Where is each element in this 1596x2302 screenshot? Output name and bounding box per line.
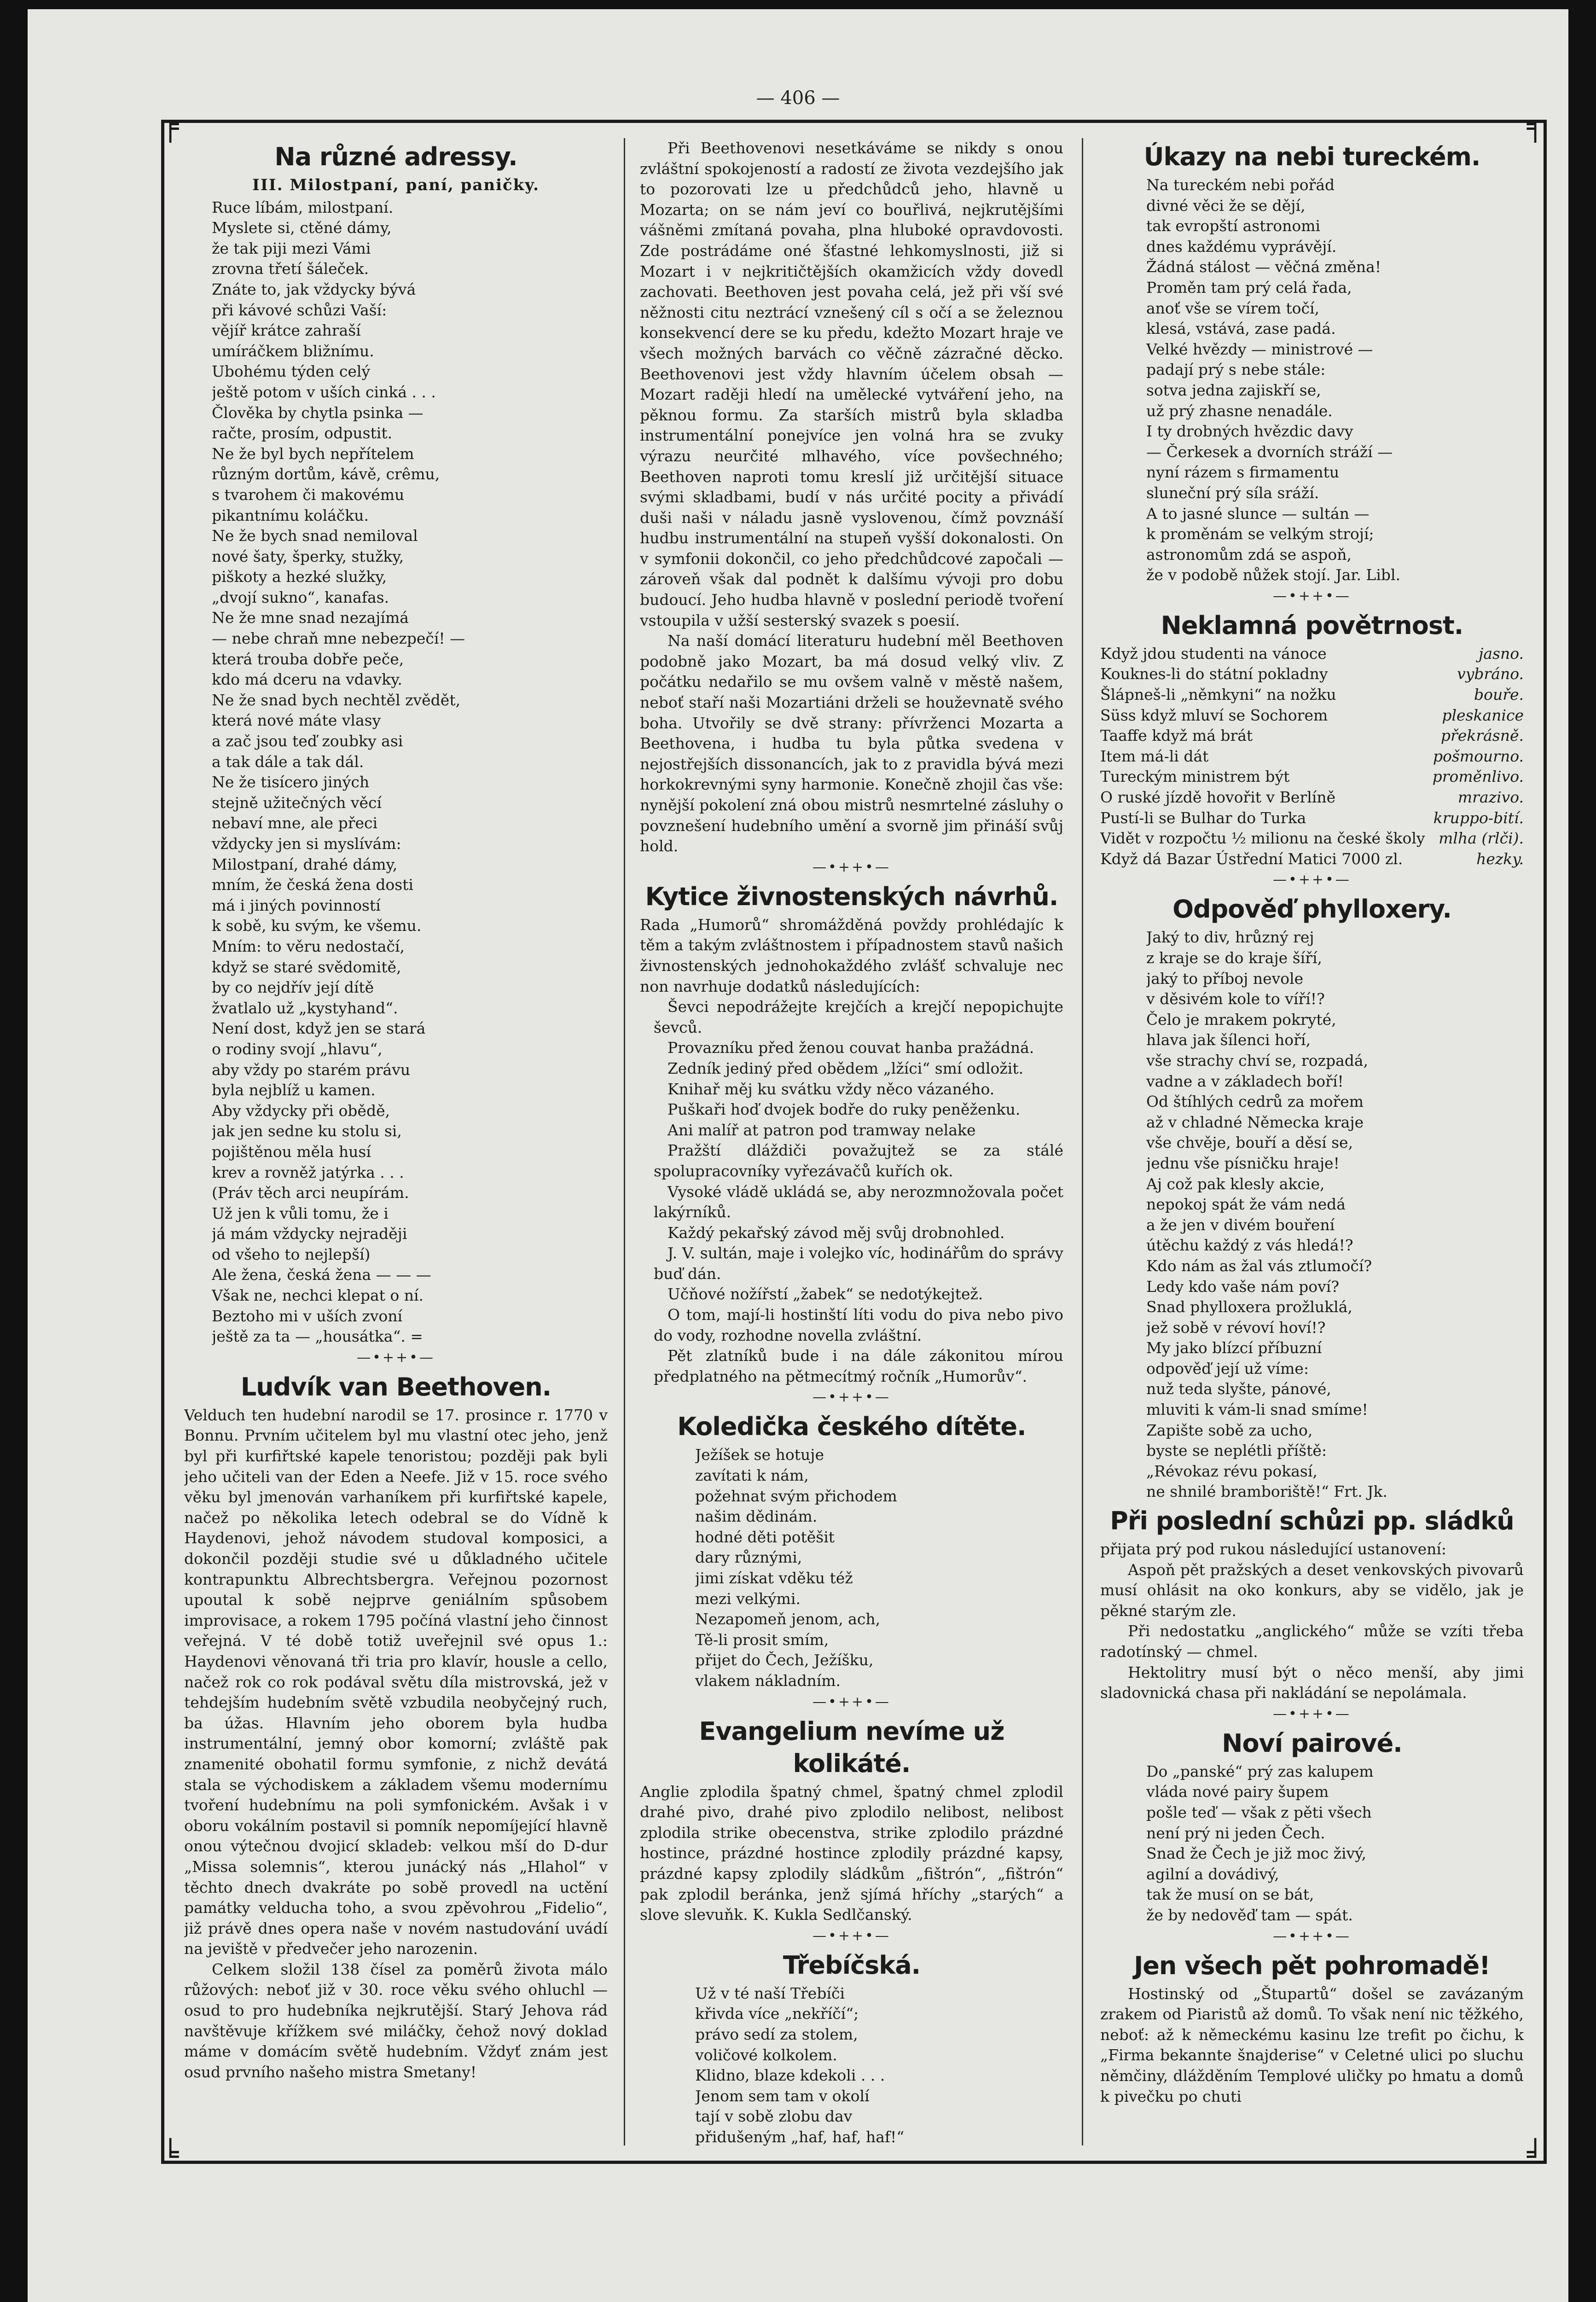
proposal-item: Každý pekařský závod měj svůj drobnohled.	[667, 1223, 1005, 1242]
weather-row	[1100, 685, 1524, 705]
text-line: vějíř krátce zahraší	[212, 321, 361, 340]
weather-forecast: bouře.	[1474, 686, 1524, 704]
text-line: Velké hvězdy — ministrové —	[1146, 340, 1373, 358]
weather-forecast: překrásně.	[1440, 727, 1524, 745]
text-line: Jenom sem tam v okolí	[695, 2087, 870, 2105]
corner-ornament-bottom-right: ╛	[1526, 2139, 1544, 2171]
text-line: Myslete si, ctěné dámy,	[212, 219, 392, 237]
article-title: Kytice živnostenských návrhů.	[645, 882, 1058, 911]
weather-condition: Süss když mluví se Sochorem	[1100, 706, 1328, 724]
article-paragraph: Hektolitry musí být o něco menší, aby jimi sladovnická chasa při nakládání se nepolámala.	[1100, 1663, 1524, 1702]
text-line: a tak dále a tak dál.	[212, 752, 364, 771]
text-line: křivda více „nekříčí“;	[695, 2005, 859, 2023]
text-line: aby vždy po starém právu	[212, 1060, 411, 1079]
text-line: Ne že mne snad nezajímá	[212, 609, 409, 627]
text-line: různým dortům, kávě, crêmu,	[212, 465, 440, 483]
article-title: Na různé adressy.	[274, 142, 517, 171]
text-line: vláda nové pairy šupem	[1146, 1783, 1329, 1801]
text-line: že v podobě nůžek stojí. Jar. Libl.	[1146, 566, 1401, 584]
proposal-item: Vysoké vládě ukládá se, aby nerozmnožovala počet lakýrníků.	[654, 1182, 1063, 1221]
article-paragraph: Anglie zplodila špatný chmel, špatný chmel zplodil drahé pivo, drahé pivo zplodilo nelibost, nelibost zplodila strike obecenstva, strike zplodilo prázdné hostince, prázdné hostince zplodily prázdné kapsy, prázdné kapsy zplodily sládkům „fištrón“, „fištrón“ pak zplodil beránka, jenž sjímá hříchy „starých“ a slove slevuňk. K. Kukla Sedlčanský.	[640, 1782, 1063, 1924]
weather-condition: Taaffe když má brát	[1100, 727, 1253, 745]
text-line: že by nedověď tam — spát.	[1146, 1906, 1353, 1924]
text-line: Ne že bych snad nemiloval	[212, 527, 418, 545]
text-line: Jaký to div, hrůzný rej	[1146, 928, 1314, 947]
text-line: mezi velkými.	[695, 1589, 801, 1608]
text-line: pojištěnou měla husí	[212, 1142, 371, 1161]
weather-forecast: vybráno.	[1457, 665, 1524, 683]
text-line: nyní rázem s firmamentu	[1146, 463, 1340, 482]
text-line: vlakem nákladním.	[695, 1671, 841, 1690]
text-line: umíráčkem bližnímu.	[212, 342, 374, 360]
text-line: jež sobě v révoví hoví!?	[1146, 1318, 1326, 1337]
article-title: Třebíčská.	[783, 1950, 921, 1980]
text-line: pošle teď — však z pěti všech	[1146, 1803, 1372, 1821]
corner-ornament-bottom-left: ╘	[162, 2139, 179, 2171]
proposal-item: Provazníku před ženou couvat hanba pražádná.	[667, 1039, 1034, 1057]
proposal-item: Pražští dláždiči považujtež se za stálé spolupracovníky vyřezávačů kuřích ok.	[654, 1141, 1063, 1180]
corner-ornament-top-left: ╒	[162, 110, 179, 143]
text-line: Proměn tam prý celá řada,	[1146, 278, 1352, 296]
column-2	[640, 138, 1063, 2150]
article-title: Úkazy na nebi tureckém.	[1143, 142, 1480, 171]
text-line: mluviti k vám-li snad smíme!	[1146, 1401, 1368, 1419]
text-line: našim dědinám.	[695, 1507, 818, 1526]
text-line: Znáte to, jak vždycky bývá	[212, 280, 416, 298]
text-line: nové šaty, šperky, stužky,	[212, 547, 404, 565]
separator-ornament: —•++•—	[1273, 872, 1351, 888]
text-line: I ty drobných hvězdic davy	[1146, 422, 1353, 441]
text-line: kdo má dceru na vdavky.	[212, 670, 402, 689]
text-line: má i jiných povinností	[212, 896, 381, 914]
text-line: která nové máte vlasy	[212, 711, 381, 730]
article-title: Odpověď phylloxery.	[1172, 895, 1451, 924]
text-line: a že jen v divém bouření	[1146, 1215, 1335, 1234]
text-line: divné věci že se dějí,	[1146, 196, 1306, 215]
proposal-item: Ševci nepodrážejte krejčích a krejčí nepopichujte ševců.	[654, 998, 1063, 1036]
article-title: Noví pairové.	[1222, 1728, 1402, 1758]
article-title: Koledička českého dítěte.	[677, 1412, 1026, 1442]
text-line: mním, že česká žena dosti	[212, 876, 413, 894]
text-line: klesá, vstává, zase padá.	[1146, 320, 1336, 338]
text-line: hlava jak šílenci hoří,	[1146, 1031, 1311, 1049]
text-line: útěchu každý z vás hledá!?	[1146, 1236, 1353, 1255]
text-line: přijet do Čech, Ježíšku,	[695, 1651, 874, 1669]
text-line: nebaví mne, ale přeci	[212, 814, 378, 832]
poem-body	[640, 1983, 1063, 2148]
text-line: vše chvěje, bouří a děsí se,	[1146, 1134, 1353, 1152]
poem-body	[1100, 175, 1524, 586]
text-line: nuž teda slyšte, pánové,	[1146, 1380, 1331, 1398]
separator-ornament: —•++•—	[1273, 1705, 1351, 1722]
text-line: žvatlalo už „kystyhand“.	[212, 999, 398, 1017]
weather-condition: O ruské jízdě hovořit v Berlíně	[1100, 788, 1336, 807]
text-line: „Révokaz révu pokasí,	[1146, 1462, 1317, 1480]
article-paragraph: Aspoň pět pražských a deset venkovských pivovarů musí ohlásit na oko konkurs, aby se vidělo, jak je pěkné starým zle.	[1100, 1560, 1524, 1620]
text-line: Není dost, když jen se stará	[212, 1019, 426, 1038]
text-line: právo sedí za stolem,	[695, 2025, 858, 2043]
weather-condition: Kouknes-li do státní pokladny	[1100, 665, 1328, 683]
weather-forecast: pleskanice	[1442, 706, 1524, 724]
text-line: a zač jsou teď zoubky asi	[212, 732, 403, 750]
text-line: v děsivém kole to víří!?	[1146, 990, 1325, 1008]
text-line: já mám vždycky nejraději	[212, 1225, 407, 1243]
text-line: tak že musí on se bát,	[1146, 1885, 1314, 1904]
text-line: k proměnám se velkým strojí;	[1146, 525, 1374, 543]
text-line: Nezapomeň jenom, ach,	[695, 1610, 881, 1628]
separator-ornament: —•++•—	[357, 1349, 435, 1366]
weather-forecast: mrazivo.	[1457, 788, 1524, 807]
text-line: jak jen sedne ku stolu si,	[212, 1122, 402, 1140]
text-line: když se staré svědomitě,	[212, 958, 401, 976]
poem-body	[184, 198, 608, 1347]
text-line: padají prý s nebe stále:	[1146, 360, 1326, 379]
article-paragraph: Při nedostatku „anglického“ může se vzíti třeba radotínský — chmel.	[1100, 1622, 1524, 1661]
weather-forecast: proměnlivo.	[1432, 767, 1524, 786]
separator-ornament: —•++•—	[1273, 1928, 1351, 1944]
text-line: krev a rovněž jatýrka . . .	[212, 1163, 404, 1181]
text-line: „dvojí sukno“, kanafas.	[212, 588, 389, 606]
proposal-item: Pět zlatníků bude i na dále zákonitou mírou předplatného na pětmecítmý ročník „Humorův“.	[654, 1347, 1063, 1385]
text-line: od všeho to nejlepší)	[212, 1245, 371, 1263]
weather-row	[1100, 808, 1524, 829]
text-line: Zapište sobě za ucho,	[1146, 1421, 1313, 1439]
text-line: dary různými,	[695, 1548, 802, 1567]
article-paragraph: Při Beethovenovi nesetkáváme se nikdy s onou zvláštní spokojeností a radostí ze života vezdejšího jak to pozorovati lze u předchůdců jeho, hlavně u Mozarta; on se nám jeví co bouřlivá, nejkrutějšími vášněmi zmítaná povaha, plna hluboké opravdovosti. Zde postrádáme oné šťastné lehkomyslnosti, již si Mozart i v nejkritičtějších okamžicích vždy dovedl zachovati. Beethoven jest povaha celá, jež při vší své něžnosti citu neztrácí vznešený cíl s očí a se železnou konsekvencí dere se ku předu, kdežto Mozart hraje ve všech možných barvách co věčně zázračné děcko. Beethovenovi jest vždy hlavním účelem obsah — Mozart raději hledí na umělecké vytváření jeho, na pěknou formu. Za starších mistrů byla skladba instrumentální ponejvíce jen volná hra se zvuky výrazu neurčité mlhavého, více povšechného; Beethoven naproti tomu kreslí již určitější situace svými skladbami, budí v nás určité pocity a přivádí duši naši v náladu jasně vyslovenou, čímž povznáší hudbu instrumentální na stupeň vyšší dokonalosti. On v symfonii dokončil, co jeho předchůdcové započali — zároveň však dal podnět k dalšímu vývoji pro dobu budoucí. Jeho hudba hlavně v poslední periodě tvoření vstoupila v užší sesterský svazek s poesií.	[640, 139, 1063, 629]
poem-body	[1100, 927, 1524, 1502]
text-line: Milostpaní, drahé dámy,	[212, 855, 398, 873]
text-line: Beztoho mi v uších zvoní	[212, 1307, 403, 1325]
text-line: Ne že tisícero jiných	[212, 773, 370, 791]
proposal-item: Zedník jediný před obědem „lžíci“ smí odložit.	[667, 1059, 1024, 1077]
article-title: Evangelium nevíme už kolikáté.	[699, 1716, 1004, 1778]
text-line: nepokoj spát že vám nedá	[1146, 1195, 1346, 1214]
text-line: — Čerkesek a dvorních stráží —	[1146, 442, 1393, 461]
text-line: Kdo nám as žal vás ztlumočí?	[1146, 1256, 1372, 1275]
text-line: piškoty a hezké služky,	[212, 568, 387, 586]
text-line: hodné děti potěšit	[695, 1528, 835, 1546]
article-paragraph: Celkem složil 138 čísel za poměrů života málo růžových: neboť již v 30. roce věku svého ohluchl — osud to pro hudebníka nejkrutější. Starý Jehova rád navštěvuje křížkem své miláčky, čehož nový doklad máme v domácím světě hudebním. Vždyť znám jest osud prvního našeho mistra Smetany!	[184, 1960, 608, 2081]
text-line: by co nejdřív její dítě	[212, 978, 374, 997]
text-line: Ne že byl bych nepřítelem	[212, 444, 414, 463]
article-title: Neklamná povětrnost.	[1161, 610, 1463, 640]
text-line: jimi získat vděku též	[695, 1569, 853, 1587]
separator-ornament: —•++•—	[813, 1927, 891, 1944]
text-line: Klidno, blaze kdekoli . . .	[695, 2066, 885, 2085]
text-line: už prý zhasne nenadále.	[1146, 401, 1333, 420]
separator-ornament: —•++•—	[813, 1389, 891, 1406]
text-line: k sobě, ku svým, ke všemu.	[212, 917, 422, 935]
text-line: až v chladné Německa kraje	[1146, 1113, 1364, 1131]
proposal-item: Ani malíř at patron pod tramway nelake	[667, 1121, 976, 1139]
text-line: Už jen k vůli tomu, že i	[212, 1204, 389, 1222]
article-paragraph: Hostinský od „Štupartů“ došel se zavázaným zrakem od Piaristů až domů. To však není nic těžkého, neboť: až k německému kasinu lze trefit po čichu, k „Firma bekannte šnajderise“ v Celetné ulici po sluchu němčiny, dlážděním Templové uličky po hmatu a domů k pivečku po chuti	[1100, 1984, 1524, 2105]
weather-forecast: jasno.	[1479, 644, 1524, 663]
text-line: při kávové schůzi Vaší:	[212, 301, 387, 319]
text-line: Ježíšek se hotuje	[695, 1446, 824, 1464]
text-line: byste se neplétli příště:	[1146, 1442, 1327, 1460]
text-line: (Práv těch arci neupírám.	[212, 1184, 409, 1202]
weather-row	[1100, 767, 1524, 787]
text-line: odpověď její už víme:	[1146, 1359, 1309, 1378]
text-line: My jako blízcí příbuzní	[1146, 1339, 1322, 1357]
text-line: která trouba dobře peče,	[212, 650, 404, 668]
text-line: Na tureckém nebi pořád	[1146, 176, 1335, 194]
text-line: z kraje se do kraje šíří,	[1146, 949, 1323, 967]
poem-body	[1100, 1761, 1524, 1926]
text-line: Ale žena, česká žena — — —	[212, 1266, 431, 1284]
text-line: Od štíhlých cedrů za mořem	[1146, 1093, 1364, 1111]
text-line: Tě-li prosit smím,	[695, 1630, 829, 1649]
text-line: Žádná stálost — věčná změna!	[1146, 258, 1381, 276]
article-subtitle: III. Milostpaní, paní, paničky.	[252, 176, 540, 194]
column-rule-2	[1082, 138, 1083, 2145]
text-line: Však ne, nechci klepat o ní.	[212, 1286, 424, 1305]
weather-row	[1100, 726, 1524, 746]
text-line: tak evropští astronomi	[1146, 217, 1321, 235]
text-line: vždycky jen si myslívám:	[212, 835, 401, 853]
text-line: sluneční prý síla sráží.	[1146, 483, 1319, 502]
text-line: Mním: to věru nedostačí,	[212, 937, 405, 955]
text-line: zrovna třetí šáleček.	[212, 260, 369, 278]
weather-row	[1100, 746, 1524, 767]
text-line: byla nejblíž u kamen.	[212, 1081, 376, 1099]
text-line: Aj což pak klesly akcie,	[1146, 1174, 1325, 1193]
separator-ornament: —•++•—	[1273, 587, 1351, 604]
poem-body	[640, 1445, 1063, 1691]
proposal-item: O tom, mají-li hostinští líti vodu do piva nebo pivo do vody, rozhodne novella zvláštní.	[654, 1306, 1063, 1344]
text-line: voličové kolkolem.	[695, 2046, 837, 2064]
text-line: že tak piji mezi Vámi	[212, 239, 371, 257]
proposal-list	[640, 997, 1063, 1387]
separator-ornament: —•++•—	[813, 1693, 891, 1710]
column-1	[184, 138, 608, 2150]
proposal-item: J. V. sultán, maje i volejko víc, hodinářům do správy buď dán.	[654, 1244, 1063, 1283]
weather-condition: Vidět v rozpočtu ½ milionu na české školy	[1100, 829, 1425, 848]
text-line: ne shnilé bramboriště!“ Frt. Jk.	[1146, 1482, 1388, 1501]
separator-ornament: —•++•—	[813, 859, 891, 875]
text-line: dnes každému vyprávějí.	[1146, 237, 1337, 256]
weather-row	[1100, 705, 1524, 726]
article-paragraph: Rada „Humorů“ shromážděná povždy prohlédajíc k těm a takým zvláštnostem i případnostem stavů našich živnostenských jednohokaždého zvlášť schvaluje nec non navrhuje dodatků následujících:	[640, 915, 1063, 995]
article-title: Jen všech pět pohromadě!	[1134, 1951, 1490, 1980]
weather-forecast: pošmourno.	[1433, 747, 1524, 765]
text-line: račte, prosím, odpustit.	[212, 424, 393, 442]
text-line: pikantnímu koláčku.	[212, 506, 369, 524]
weather-condition: Když jdou studenti na vánoce	[1100, 644, 1327, 663]
weather-condition: Když dá Bazar Ústřední Matici 7000 zl.	[1100, 849, 1403, 868]
text-line: ještě potom v uších cinká . . .	[212, 383, 436, 401]
weather-row	[1100, 787, 1524, 808]
weather-forecast: kruppo-bití.	[1433, 808, 1524, 827]
text-line: agilní a dovádivý,	[1146, 1865, 1279, 1883]
text-line: zavítati k nám,	[695, 1466, 809, 1485]
weather-table	[1100, 644, 1524, 870]
article-paragraph: přijata prý pod rukou následující ustanovení:	[1100, 1540, 1447, 1558]
article-paragraph: Na naší domácí literaturu hudební měl Beethoven podobně jako Mozart, ba má dosud velký vliv. Z počátku nedařilo se mu ovšem valně v městě našem, neboť staří naši Mozartiáni drželi se houževnatě svého boha. Utvořily se dvě strany: přívrženci Mozarta a Beethovena, i hudba tu byla půtka svedena v nejostřejších dissonancích, jak to z pravidla bývá mezi horkokrevnými syny harmonie. Konečně zhojil čas vše: nynější pokolení zná obou mistrů nesmrtelné zásluhy o povznešení hudebního umění a svorně jim přináší svůj hold.	[640, 632, 1063, 855]
corner-ornament-top-right: ╕	[1526, 110, 1544, 143]
proposal-item: Puškaři hoď dvojek bodře do ruky peněženku.	[667, 1100, 1021, 1119]
text-line: Do „panské“ prý zas kalupem	[1146, 1762, 1374, 1780]
text-line: Snad phylloxera prožluklá,	[1146, 1298, 1352, 1316]
text-line: vadne a v základech boří!	[1146, 1072, 1344, 1090]
weather-condition: Item má-li dát	[1100, 747, 1209, 765]
text-line: přidušeným „haf, haf, haf!“	[695, 2128, 905, 2146]
weather-row	[1100, 664, 1524, 685]
text-line: není prý ni jeden Čech.	[1146, 1824, 1325, 1842]
text-line: Ubohému týden celý	[212, 362, 371, 381]
weather-condition: Pustí-li se Bulhar do Turka	[1100, 808, 1306, 827]
text-line: sotva jedna zajiskří se,	[1146, 381, 1321, 399]
text-line: vše strachy chví se, rozpadá,	[1146, 1051, 1369, 1070]
text-line: ještě za ta — „housátka“. =	[212, 1327, 423, 1346]
proposal-item: Učňové nožířstí „žabek“ se nedotýkejtež.	[667, 1285, 983, 1303]
text-line: Člověka by chytla psinka —	[212, 403, 424, 422]
column-rule-1	[624, 138, 625, 2145]
text-line: o rodiny svojí „hlavu“,	[212, 1040, 383, 1058]
text-line: Ne že snad bych nechtěl zvědět,	[212, 691, 461, 709]
text-line: Aby vždycky při obědě,	[212, 1101, 390, 1120]
text-line: Snad že Čech je již moc živý,	[1146, 1844, 1366, 1863]
article-title: Ludvík van Beethoven.	[240, 1372, 551, 1401]
column-3	[1100, 138, 1524, 2150]
weather-condition: Tureckým ministrem být	[1100, 767, 1290, 786]
text-line: Už v té naší Třebíči	[695, 1984, 845, 2002]
text-line: požehnat svým přichodem	[695, 1487, 897, 1505]
article-paragraph: Velduch ten hudební narodil se 17. prosince r. 1770 v Bonnu. Prvním učitelem byl mu vlastní otec jeho, jenž byl při kurfiřtské kapele tenoristou; později pak byli jeho učiteli van der Eden a Neefe. Již v 15. roce svého věku byl jmenován varhaníkem při kurfiřtské kapele, načež po několika letech odebral se do Vídně k Haydenovi, jehož návodem studoval komposici, a dokončil později studie své u důkladného učitele kontrapunktu Albrechtsbergra. Veřejnou pozornost upoutal k sobě nejprve geniálním spůsobem improvisace, a rokem 1795 počíná vlastní jeho činnost veřejná. V té době totiž uveřejnil své opus 1.: Haydenovi věnovaná tři tria pro klavír, housle a cello, načež rok co rok podával světu díla mistrovská, jež v tehdejším hudebním světě vzbudila neobyčejný ruch, ba úžas. Hlavním jeho oborem byla hudba instrumentální, jemný obor komorní; zvláště pak znamenité obohatil formu symfonie, z nichž devátá stala se východiskem a základem všemu modernímu tvoření hudebnímu na poli symfonickém. Avšak i v oboru vokálním postavil si pomník nepomíjející hlavně onou výtečnou dvojicí skladeb: velkou mší do D-dur „Missa solemnis“, kterou junácký nás „Hlahol“ v těchto dnech dvakráte po sobě provedl na uctění památky velducha toho, a svou zpěvohrou „Fidelio“, již právě dnes opera naše v novém nastudování uvádí na jeviště v předvečer jeho narozenin.	[184, 1406, 608, 1958]
weather-condition: Šlápneš-li „němkyni“ na nožku	[1100, 686, 1336, 704]
weather-row	[1100, 828, 1524, 849]
text-line: Čelo je mrakem pokryté,	[1146, 1010, 1336, 1029]
text-line: jaký to příboj nevole	[1146, 969, 1304, 988]
article-title: Při poslední schůzi pp. sládků	[1110, 1506, 1514, 1536]
text-line: Ledy kdo vaše nám poví?	[1146, 1277, 1340, 1296]
proposal-item: Knihař měj ku svátku vždy něco vázaného.	[667, 1080, 995, 1098]
text-line: jednu vše písničku hraje!	[1146, 1154, 1340, 1172]
page-number: — 406 —	[756, 87, 840, 109]
weather-forecast: hezky.	[1476, 849, 1524, 868]
text-line: anoť vše se vírem točí,	[1146, 299, 1320, 317]
weather-forecast: mlha (rlči).	[1439, 829, 1524, 848]
weather-row	[1100, 849, 1524, 870]
text-line: — nebe chraň mne nebezpečí! —	[212, 629, 465, 648]
weather-row	[1100, 644, 1524, 664]
text-line: A to jasné slunce — sultán —	[1146, 504, 1370, 523]
text-line: s tvarohem či makovému	[212, 485, 405, 504]
text-line: astronomům zdá se aspoň,	[1146, 545, 1352, 564]
text-line: Ruce líbám, milostpaní.	[212, 198, 394, 216]
text-line: tají v sobě zlobu dav	[695, 2107, 853, 2126]
text-line: stejně užitečných věcí	[212, 793, 382, 812]
